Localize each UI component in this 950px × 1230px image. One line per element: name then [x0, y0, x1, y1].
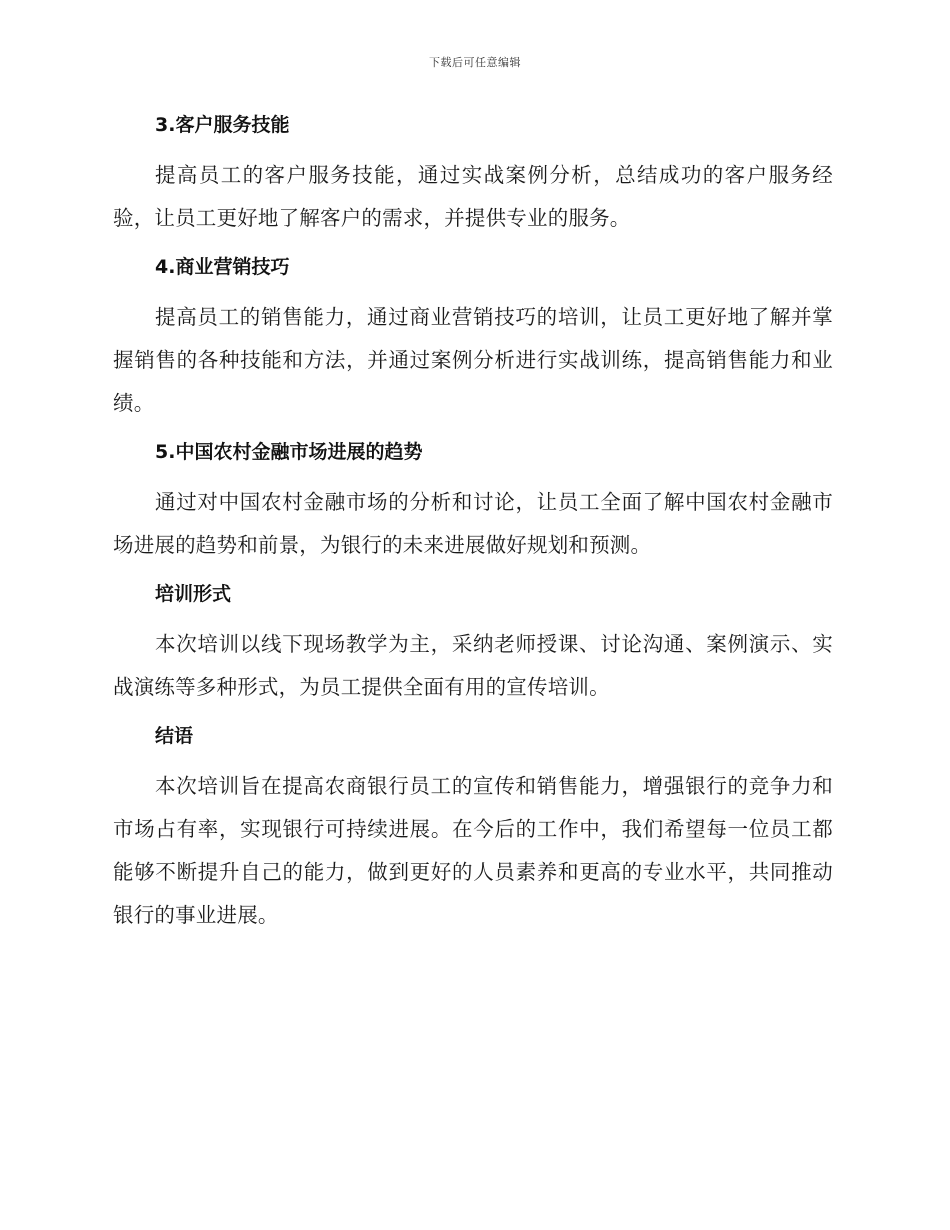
section-heading: 5.中国农村金融市场进展的趋势: [155, 441, 423, 463]
section-paragraph: 本次培训旨在提高农商银行员工的宣传和销售能力，增强银行的竞争力和市场占有率，实现银行可持续进展。在今后的工作中，我们希望每一位员工都能够不断提升自己的能力，做到更好的人员素养和更高的专业水平，共同推动银行的事业进展。: [113, 774, 833, 927]
section-paragraph: 提高员工的客户服务技能，通过实战案例分析，总结成功的客户服务经验，让员工更好地了解客户的需求，并提供专业的服务。: [113, 163, 833, 230]
section-rural-finance-trend: [113, 437, 833, 567]
document-body: [113, 110, 833, 949]
section-heading: 4.商业营销技巧: [155, 256, 290, 278]
section-conclusion: [113, 721, 833, 937]
section-heading: 培训形式: [155, 583, 232, 605]
section-heading: 3.客户服务技能: [155, 114, 290, 136]
section-heading: 结语: [155, 725, 194, 747]
section-customer-service: [113, 110, 833, 240]
section-paragraph: 本次培训以线下现场教学为主，采纳老师授课、讨论沟通、案例演示、实战演练等多种形式，为员工提供全面有用的宣传培训。: [113, 632, 833, 699]
header-note: 下载后可任意编辑: [429, 56, 521, 69]
section-training-format: [113, 579, 833, 709]
section-marketing-skills: [113, 252, 833, 425]
section-paragraph: 提高员工的销售能力，通过商业营销技巧的培训，让员工更好地了解并掌握销售的各种技能和方法，并通过案例分析进行实战训练，提高销售能力和业绩。: [113, 305, 833, 415]
section-paragraph: 通过对中国农村金融市场的分析和讨论，让员工全面了解中国农村金融市场进展的趋势和前景，为银行的未来进展做好规划和预测。: [113, 490, 833, 557]
